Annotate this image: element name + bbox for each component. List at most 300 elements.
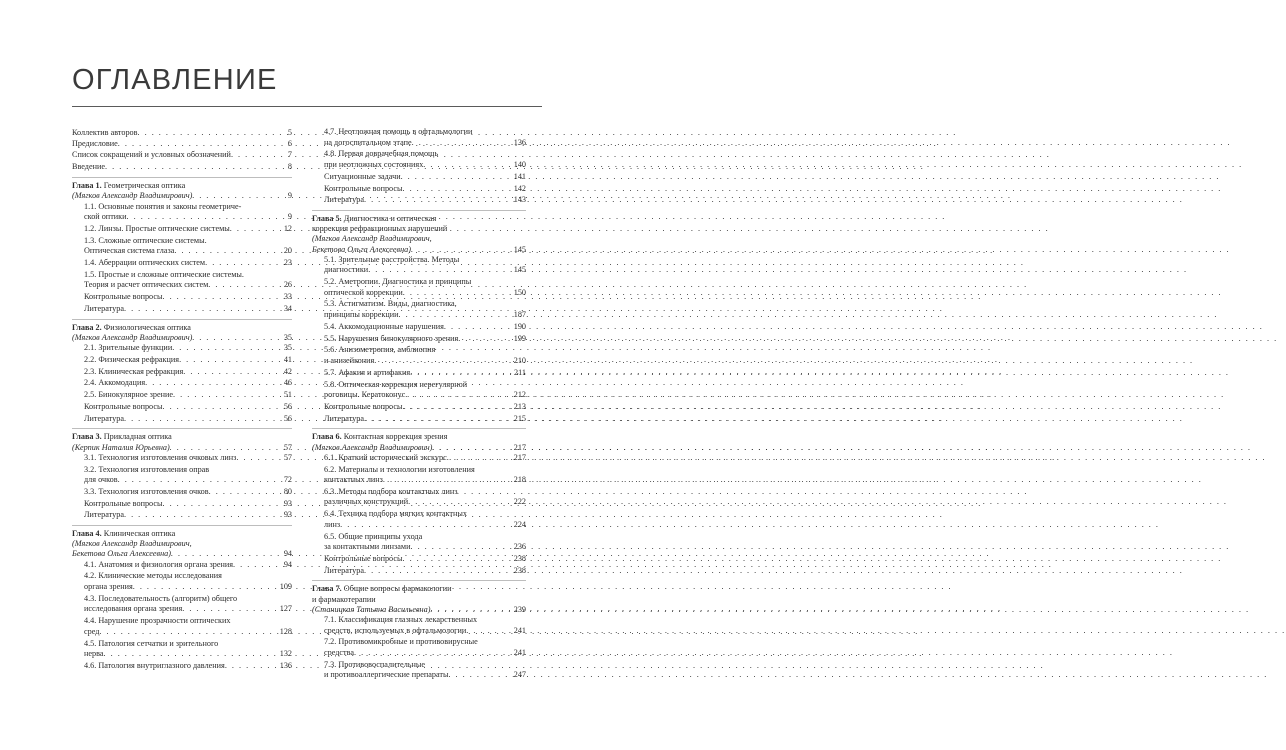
dot-leader xyxy=(411,245,513,255)
toc-line xyxy=(84,258,292,269)
toc-item-line: 4.7. Неотложная помощь в офтальмологии xyxy=(324,127,473,136)
chapter-authors-line xyxy=(72,443,292,453)
dot-leader xyxy=(402,554,512,565)
page-number: 141 xyxy=(513,171,526,181)
toc-item-line: при неотложных состояниях xyxy=(324,159,424,169)
toc-line xyxy=(324,334,526,345)
toc-line xyxy=(84,355,292,366)
chapter-title: Контактная коррекция зрения xyxy=(343,432,448,442)
toc-item[interactable] xyxy=(312,380,526,401)
dot-leader xyxy=(104,649,279,660)
page-number: 127 xyxy=(279,604,292,614)
toc-item[interactable] xyxy=(72,639,292,660)
toc-item[interactable] xyxy=(72,292,292,303)
dot-leader xyxy=(118,475,283,486)
toc-line xyxy=(84,367,292,378)
toc-item[interactable] xyxy=(312,255,526,276)
toc-item-line: 4.4. Нарушение прозрачности оптических xyxy=(84,616,231,626)
toc-item[interactable] xyxy=(72,487,292,498)
page-number: 210 xyxy=(513,356,526,365)
toc-line xyxy=(84,280,292,291)
dot-leader xyxy=(162,402,282,413)
page-number: 33 xyxy=(283,292,292,302)
toc-item[interactable] xyxy=(312,277,526,298)
page-number: 9 xyxy=(287,212,292,222)
page-number: 42 xyxy=(283,366,292,376)
toc-item[interactable] xyxy=(312,554,526,565)
dot-leader xyxy=(209,487,283,498)
toc-item[interactable] xyxy=(312,660,526,681)
page-number: 6 xyxy=(287,139,292,149)
toc-item-title: Литература xyxy=(84,510,124,520)
dot-leader xyxy=(171,549,283,559)
chapter-heading[interactable] xyxy=(312,584,526,594)
toc-line xyxy=(72,128,292,139)
toc-item[interactable] xyxy=(72,499,292,510)
page-title: ОГЛАВЛЕНИЕ xyxy=(72,64,278,96)
toc-item-line: 4.5. Патология сетчатки и зрительного xyxy=(84,638,219,648)
page-number: 217 xyxy=(513,452,526,462)
dot-leader xyxy=(118,139,287,150)
dot-leader xyxy=(192,191,287,201)
dot-leader xyxy=(170,443,283,453)
page-number: 80 xyxy=(283,486,292,496)
dot-leader xyxy=(364,414,513,425)
toc-line xyxy=(324,138,526,149)
toc-item-title: 2.4. Аккомодация xyxy=(84,378,146,388)
page-number: 23 xyxy=(283,258,292,268)
toc-item-title: Литература xyxy=(324,413,364,423)
chapter-label: Глава 5. xyxy=(312,213,342,223)
dot-leader xyxy=(444,322,513,333)
toc-line xyxy=(84,304,292,315)
toc-item-line: 4.2. Клинические методы исследования xyxy=(84,571,222,581)
page-number: 236 xyxy=(513,542,526,552)
page-number: 5 xyxy=(287,128,292,137)
toc-item-line: 5.8. Оптическая коррекция нерегулярной xyxy=(324,379,468,389)
toc-item-line: 6.4. Техника подбора мягких контактных xyxy=(324,509,467,519)
toc-item-line: средств, используемых в офтальмологии xyxy=(324,625,467,635)
toc-line xyxy=(324,390,526,401)
toc-item[interactable] xyxy=(72,453,292,464)
chapter-title: Прикладная оптика xyxy=(103,432,172,442)
toc-item[interactable] xyxy=(72,224,292,235)
page-number: 46 xyxy=(283,378,292,388)
toc-item-line: 5.3. Астигматизм. Виды, диагностика, xyxy=(324,299,457,309)
toc-line xyxy=(84,560,292,571)
toc-item[interactable] xyxy=(312,149,526,170)
toc-item[interactable] xyxy=(72,465,292,486)
chapter-label: Глава 6. xyxy=(312,432,342,442)
toc-item-line: 4.8. Первая доврачебная помощь xyxy=(324,149,439,159)
toc-item[interactable] xyxy=(72,560,292,571)
toc-item[interactable] xyxy=(72,270,292,291)
front-matter-item[interactable] xyxy=(72,128,292,139)
toc-item[interactable] xyxy=(72,571,292,592)
toc-item-title: Литература xyxy=(84,413,124,423)
toc-item-line: 1.3. Сложные оптические системы. xyxy=(84,235,207,245)
page-number: 57 xyxy=(283,442,292,452)
page-number: 222 xyxy=(513,497,526,507)
chapter-authors-cont: Бекетова Ольга Алексеевна) xyxy=(72,549,171,559)
dot-leader xyxy=(354,648,513,659)
chapter-label: Глава 1. xyxy=(72,181,102,191)
toc-item[interactable] xyxy=(72,202,292,223)
page-number: 56 xyxy=(283,401,292,411)
chapter-label: Глава 7. xyxy=(312,584,342,594)
page-number: 247 xyxy=(513,670,526,680)
toc-item[interactable] xyxy=(72,414,292,425)
toc-line xyxy=(324,184,526,195)
toc-item[interactable] xyxy=(72,258,292,269)
toc-item-title: 1.2. Линзы. Простые оптические системы xyxy=(84,223,230,233)
toc-item-title: Контрольные вопросы xyxy=(84,498,163,508)
toc-item[interactable] xyxy=(312,532,526,553)
toc-line xyxy=(324,648,526,659)
toc-line xyxy=(324,414,526,425)
front-matter-item[interactable] xyxy=(72,162,292,173)
toc-line xyxy=(324,368,526,379)
chapter-heading[interactable] xyxy=(72,181,292,191)
toc-item[interactable] xyxy=(72,616,292,637)
toc-item-line: 1.5. Простые и сложные оптические системы. xyxy=(84,269,244,279)
toc-item-title: 5.4. Аккомодационные нарушения xyxy=(324,321,444,331)
dot-leader xyxy=(466,626,512,637)
toc-line xyxy=(72,150,292,161)
toc-line xyxy=(324,670,526,681)
toc-item-title: 2.2. Физическая рефракция xyxy=(84,354,180,364)
toc-item[interactable] xyxy=(312,402,526,413)
toc-item-title: Ситуационные задачи xyxy=(324,171,401,181)
toc-item-line: 7.1. Классификация глазных лекарственных xyxy=(324,614,478,624)
dot-leader xyxy=(230,224,283,235)
dot-leader xyxy=(162,499,282,510)
front-matter-title: Введение xyxy=(72,161,106,171)
dot-leader xyxy=(183,367,283,378)
chapter-authors: (Мягков Александр Владимирович, xyxy=(72,539,192,549)
chapter-ch6 xyxy=(312,428,526,576)
toc-item-title: Контрольные вопросы xyxy=(324,401,403,411)
toc-line xyxy=(84,475,292,486)
toc-item[interactable] xyxy=(312,615,526,636)
toc-item-line: 5.1. Зрительные расстройства. Методы xyxy=(324,254,460,264)
toc-item[interactable] xyxy=(72,390,292,401)
dot-leader xyxy=(430,605,512,615)
toc-line xyxy=(84,453,292,464)
toc-item-line: Оптическая система глаза xyxy=(84,246,175,256)
page-number: 35 xyxy=(283,343,292,353)
front-matter-item[interactable] xyxy=(72,139,292,150)
page-number: 34 xyxy=(283,304,292,314)
toc-item-line: линз xyxy=(324,519,341,529)
chapter-ch4 xyxy=(72,525,292,671)
page-number: 190 xyxy=(513,321,526,331)
toc-item-line: для очков xyxy=(84,475,118,485)
toc-item-line: органа зрения xyxy=(84,582,133,592)
chapter-title: Физиологическая оптика xyxy=(103,322,191,332)
toc-item-title: Литература xyxy=(324,195,364,205)
chapter-heading[interactable] xyxy=(72,323,292,333)
page-number: 136 xyxy=(513,137,526,147)
chapter-title: Геометрическая оптика xyxy=(103,181,186,191)
toc-item-title: 2.3. Клиническая рефракция xyxy=(84,366,184,376)
toc-column-left xyxy=(72,128,292,673)
toc-item-line: ской оптики xyxy=(84,212,127,222)
chapter-heading[interactable] xyxy=(312,214,526,224)
toc-line xyxy=(324,566,526,577)
page-number: 93 xyxy=(283,510,292,520)
toc-item-line: 7.3. Противовоспалительные xyxy=(324,659,426,669)
page-number: 51 xyxy=(283,390,292,400)
page-number: 239 xyxy=(513,604,526,614)
chapter-authors: (Станицкая Татьяна Васильевна) xyxy=(312,604,431,614)
chapter-heading-cont: и фармакотерапии xyxy=(312,594,376,604)
toc-line xyxy=(324,626,526,637)
dot-leader xyxy=(133,582,279,593)
toc-item[interactable] xyxy=(312,487,526,508)
chapter-label: Глава 3. xyxy=(72,432,102,442)
toc-item-line: 5.2. Аметропии. Диагностика и принципы xyxy=(324,277,472,287)
toc-line xyxy=(72,139,292,150)
dot-leader xyxy=(383,475,513,486)
toc-item[interactable] xyxy=(312,414,526,425)
toc-item-line: 5.6. Анизометропия, амблиопия xyxy=(324,345,436,355)
dot-leader xyxy=(423,160,512,171)
page-number: 94 xyxy=(283,549,292,559)
toc-item-title: 3.3. Технология изготовления очков xyxy=(84,486,209,496)
dot-leader xyxy=(403,288,513,299)
toc-item-line: оптической коррекции xyxy=(324,287,403,297)
chapter-authors-line xyxy=(72,549,292,559)
dot-leader xyxy=(124,304,283,315)
chapter-ch2 xyxy=(72,319,292,425)
toc-item-line: контактных линз xyxy=(324,475,383,485)
toc-item[interactable] xyxy=(312,345,526,366)
toc-item-line: 4.3. Последовательность (алгоритм) общего xyxy=(84,593,238,603)
toc-line xyxy=(324,195,526,206)
dot-leader xyxy=(374,356,512,367)
chapter-label: Глава 4. xyxy=(72,529,102,539)
toc-item[interactable] xyxy=(72,594,292,615)
dot-leader xyxy=(458,334,512,345)
toc-item[interactable] xyxy=(72,304,292,315)
dot-leader xyxy=(368,265,513,276)
chapter-authors-line xyxy=(72,191,292,201)
toc-item-title: Литература xyxy=(84,304,124,314)
toc-item-line: 7.2. Противомикробные и противовирусные xyxy=(324,637,478,647)
toc-line xyxy=(84,582,292,593)
dot-leader xyxy=(236,453,282,464)
chapter-authors-line xyxy=(312,443,526,453)
page-number: 109 xyxy=(279,582,292,592)
toc-item-line: за контактными линзами xyxy=(324,542,411,552)
toc-item-line: 6.3. Методы подбора контактных линз xyxy=(324,486,458,496)
dot-leader xyxy=(124,414,283,425)
page-number: 241 xyxy=(513,647,526,657)
toc-line xyxy=(324,172,526,183)
toc-item-line: принципы коррекции xyxy=(324,310,399,320)
page-number: 26 xyxy=(283,280,292,290)
toc-item[interactable] xyxy=(312,368,526,379)
toc-item-title: 5.5. Нарушения бинокулярного зрения xyxy=(324,333,459,343)
chapter-heading[interactable] xyxy=(72,529,292,539)
chapter-authors-cont: Бекетова Ольга Алексеевна) xyxy=(312,244,411,254)
chapter-ch1 xyxy=(72,177,292,314)
chapter-ch7 xyxy=(312,580,526,681)
chapter-heading[interactable] xyxy=(72,432,292,442)
page-number: 145 xyxy=(513,265,526,275)
dot-leader xyxy=(145,378,283,389)
toc-item[interactable] xyxy=(312,334,526,345)
front-matter-title: Предисловие xyxy=(72,139,118,149)
toc-line xyxy=(324,322,526,333)
toc-line xyxy=(84,378,292,389)
toc-item[interactable] xyxy=(312,322,526,333)
toc-item[interactable] xyxy=(312,299,526,320)
dot-leader xyxy=(408,497,513,508)
page-number: 212 xyxy=(513,390,526,400)
dot-leader xyxy=(364,566,513,577)
dot-leader xyxy=(162,292,282,303)
dot-leader xyxy=(225,661,279,672)
dot-leader xyxy=(208,280,283,291)
chapter-title: Диагностика и оптическая xyxy=(343,213,437,223)
toc-item[interactable] xyxy=(72,661,292,672)
dot-leader xyxy=(405,390,512,401)
toc-item[interactable] xyxy=(312,566,526,577)
dot-leader xyxy=(447,453,513,464)
dot-leader xyxy=(182,604,278,615)
toc-item-title: 6.1. Краткий исторический экскурс xyxy=(324,452,447,462)
toc-item[interactable] xyxy=(312,465,526,486)
toc-item-title: 4.1. Анатомия и физиология органа зрения xyxy=(84,559,234,569)
toc-line xyxy=(84,343,292,354)
toc-item-line: и анизейкония xyxy=(324,356,375,365)
dot-leader xyxy=(412,138,513,149)
toc-line xyxy=(84,499,292,510)
chapter-heading-cont: коррекция рефракционных нарушений xyxy=(312,224,448,234)
chapter-title: Общие вопросы фармакологии xyxy=(343,584,452,594)
chapter-authors-line xyxy=(312,245,526,255)
dot-leader xyxy=(448,670,512,681)
toc-column-right xyxy=(312,127,526,683)
toc-line xyxy=(84,402,292,413)
toc-item[interactable] xyxy=(312,127,526,148)
dot-leader xyxy=(124,510,283,521)
toc-item[interactable] xyxy=(312,195,526,206)
front-matter xyxy=(72,128,292,172)
toc-line xyxy=(324,520,526,531)
toc-item[interactable] xyxy=(72,367,292,378)
toc-line xyxy=(84,224,292,235)
dot-leader xyxy=(172,343,283,354)
dot-leader xyxy=(179,355,283,366)
page-number: 93 xyxy=(283,498,292,508)
front-matter-title: Коллектив авторов xyxy=(72,128,138,137)
toc-line xyxy=(84,627,292,638)
dot-leader xyxy=(340,520,513,531)
toc-item-line: 3.2. Технология изготовления оправ xyxy=(84,464,210,474)
toc-line xyxy=(84,604,292,615)
toc-item[interactable] xyxy=(72,343,292,354)
page-number: 41 xyxy=(283,354,292,364)
toc-item-line: 6.5. Общие принципы ухода xyxy=(324,531,423,541)
dot-leader xyxy=(99,627,278,638)
chapter-authors: (Мягков Александр Владимирович, xyxy=(312,234,432,244)
toc-item[interactable] xyxy=(312,172,526,183)
page-number: 56 xyxy=(283,413,292,423)
page-number: 238 xyxy=(513,565,526,575)
toc-item[interactable] xyxy=(72,378,292,389)
page-number: 143 xyxy=(513,195,526,205)
chapter-authors-line xyxy=(312,605,526,615)
toc-item-title: Контрольные вопросы xyxy=(84,401,163,411)
toc-item-line: 6.2. Материалы и технологии изготовления xyxy=(324,464,475,474)
dot-leader xyxy=(402,184,512,195)
toc-item-title: Контрольные вопросы xyxy=(324,183,403,193)
page-number: 9 xyxy=(287,191,292,201)
toc-item-title: 4.6. Патология внутриглазного давления xyxy=(84,660,225,670)
toc-item[interactable] xyxy=(312,184,526,195)
toc-item[interactable] xyxy=(72,402,292,413)
toc-item-line: 1.1. Основные понятия и законы геометриче- xyxy=(84,201,242,211)
toc-item[interactable] xyxy=(72,236,292,257)
page-number: 35 xyxy=(283,332,292,342)
toc-item[interactable] xyxy=(312,453,526,464)
dot-leader xyxy=(105,162,287,173)
chapter-heading[interactable] xyxy=(312,432,526,442)
page-number: 224 xyxy=(513,519,526,529)
toc-item-line: Теория и расчет оптических систем xyxy=(84,280,209,290)
page-number: 217 xyxy=(513,442,526,452)
toc-item-title: 3.1. Технология изготовления очковых линз xyxy=(84,452,237,462)
toc-item-line: исследования органа зрения xyxy=(84,604,183,614)
page-number: 211 xyxy=(514,367,526,377)
page-number: 199 xyxy=(513,333,526,343)
toc-line xyxy=(324,554,526,565)
dot-leader xyxy=(233,560,283,571)
page-number: 238 xyxy=(513,554,526,563)
chapter-label: Глава 2. xyxy=(72,322,102,332)
toc-line xyxy=(324,475,526,486)
toc-line xyxy=(84,510,292,521)
dot-leader xyxy=(138,128,287,139)
toc-line xyxy=(324,497,526,508)
chapter-ch4-continued xyxy=(312,127,526,206)
page-number: 136 xyxy=(279,660,292,670)
toc-line xyxy=(324,160,526,171)
toc-item-title: 2.5. Бинокулярное зрение xyxy=(84,390,174,400)
toc-item[interactable] xyxy=(72,355,292,366)
page-number: 215 xyxy=(513,413,526,423)
page-number: 218 xyxy=(513,475,526,485)
title-rule xyxy=(72,106,542,107)
front-matter-item[interactable] xyxy=(72,150,292,161)
toc-item-line: средства xyxy=(324,647,355,657)
toc-item[interactable] xyxy=(312,637,526,658)
toc-item-line: на догоспитальном этапе xyxy=(324,137,412,147)
page-number: 140 xyxy=(513,159,526,169)
toc-item-title: Контрольные вопросы xyxy=(84,292,163,302)
toc-item[interactable] xyxy=(312,509,526,530)
toc-line xyxy=(324,356,526,367)
chapter-ch3 xyxy=(72,428,292,521)
toc-item[interactable] xyxy=(72,510,292,521)
front-matter-title: Список сокращений и условных обозначений xyxy=(72,150,231,160)
toc-line xyxy=(84,390,292,401)
page-number: 241 xyxy=(513,625,526,635)
page-number: 128 xyxy=(279,626,292,636)
